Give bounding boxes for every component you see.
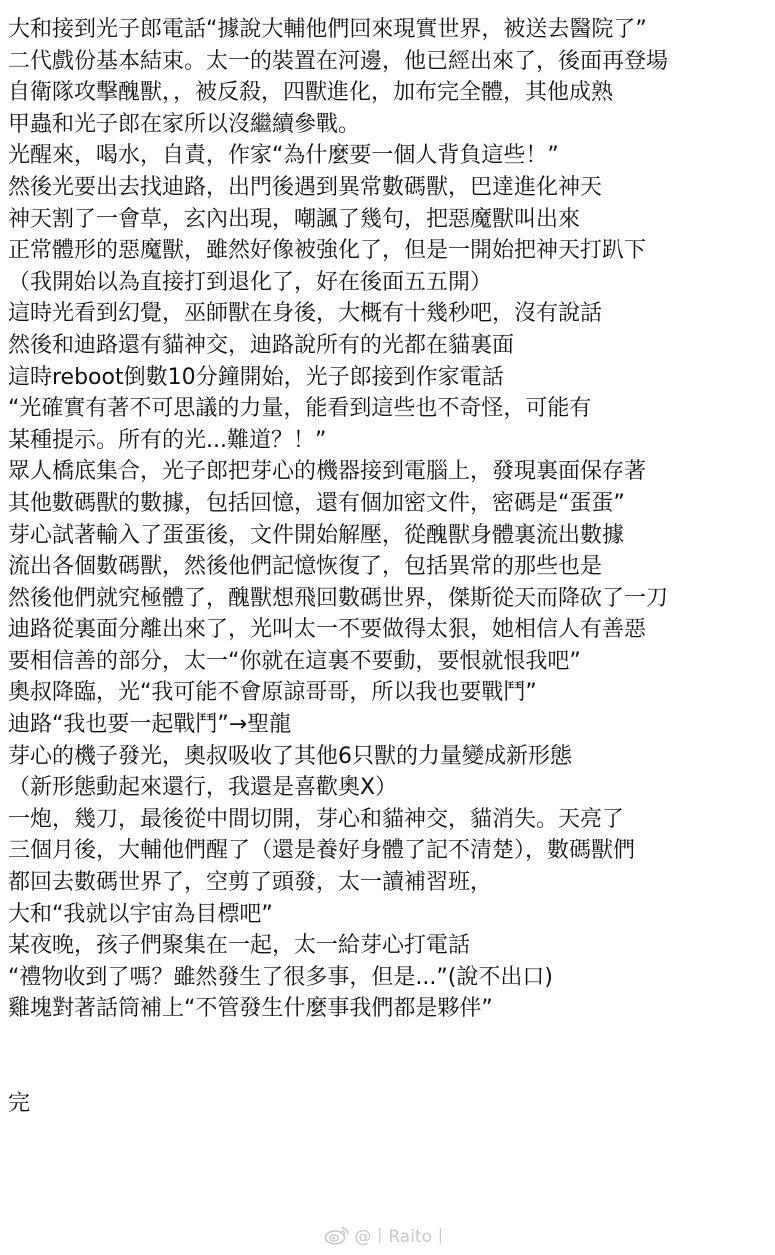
- text-line: （新形態動起來還行，我還是喜歡奧X）: [8, 775, 398, 801]
- text-line: 大和“我就以宇宙為目標吧”: [8, 901, 273, 927]
- text-line: 這時光看到幻覺，巫師獸在身後，大概有十幾秒吧，沒有說話: [8, 301, 603, 327]
- text-line: 芽心試著輸入了蛋蛋後，文件開始解壓，從醜獸身體裏流出數據: [8, 522, 625, 548]
- text-line: 某種提示。所有的光...難道？！”: [8, 427, 327, 453]
- watermark-text: @丨Raito丨: [354, 1227, 449, 1247]
- text-line: “光確實有著不可思議的力量，能看到這些也不奇怪，可能有: [8, 396, 592, 422]
- blank-spacer: [8, 1025, 768, 1088]
- text-line: 迪路從裏面分離出來了，光叫太一不要做得太狠，她相信人有善惡: [8, 617, 647, 643]
- text-line: 奧叔降臨，光“我可能不會原諒哥哥，所以我也要戰鬥”: [8, 680, 537, 706]
- text-line: 都回去數碼世界了，空剪了頭發，太一讀補習班，: [8, 870, 493, 896]
- text-line: 某夜晚，孩子們聚集在一起，太一給芽心打電話: [8, 933, 471, 959]
- weibo-logo-icon: [324, 1225, 350, 1245]
- text-line: 一炮，幾刀，最後從中間切開，芽心和貓神交，貓消失。天亮了: [8, 806, 625, 832]
- text-line: 甲蟲和光子郎在家所以沒繼續參戰。: [8, 111, 361, 137]
- text-line: （我開始以為直接打到退化了，好在後面五五開）: [8, 269, 493, 295]
- text-line: 大和接到光子郎電話“據說大輔他們回來現實世界，被送去醫院了”: [8, 17, 647, 42]
- text-line: 神天割了一會草，玄內出現，嘲諷了幾句，把惡魔獸叫出來: [8, 206, 581, 232]
- ending-text: 完: [8, 1091, 31, 1117]
- text-line: 然後和迪路還有貓神交，迪路說所有的光都在貓裏面: [8, 332, 515, 358]
- text-line: 其他數碼獸的數據，包括回憶，還有個加密文件，密碼是“蛋蛋”: [8, 490, 625, 516]
- text-line: 雞塊對著話筒補上“不管發生什麼事我們都是夥伴”: [8, 996, 493, 1022]
- text-line: “禮物收到了嗎？雖然發生了很多事，但是...”(說不出口): [8, 964, 553, 990]
- text-line: 自衛隊攻擊醜獸，，被反殺，四獸進化，加布完全體，其他成熟: [8, 80, 614, 106]
- text-line: 流出各個數碼獸，然後他們記憶恢復了，包括異常的那些也是: [8, 554, 603, 580]
- document-body: [8, 14, 768, 1120]
- text-line: 三個月後，大輔他們醒了（還是養好身體了記不清楚），數碼獸們: [8, 838, 636, 864]
- text-line: 然後他們就究極體了，醜獸想飛回數碼世界，傑斯從天而降砍了一刀: [8, 585, 669, 611]
- text-line: 然後光要出去找迪路，出門後遇到異常數碼獸，巴達進化神天: [8, 174, 603, 200]
- text-line: 要相信善的部分，太一“你就在這裏不要動，要恨就恨我吧”: [8, 648, 581, 674]
- text-line: 光醒來，喝水，自責，作家“為什麼要一個人背負這些！”: [8, 143, 559, 169]
- text-line: 二代戲份基本結束。太一的裝置在河邊，他已經出來了，後面再登場: [8, 48, 669, 74]
- text-line: 正常體形的惡魔獸，雖然好像被強化了，但是一開始把神天打趴下: [8, 238, 647, 264]
- text-line: 芽心的機子發光，奧叔吸收了其他6只獸的力量變成新形態: [8, 743, 572, 769]
- watermark: [324, 1222, 449, 1247]
- text-line: 這時reboot倒數10分鐘開始，光子郎接到作家電話: [8, 364, 504, 390]
- text-line: 迪路“我也要一起戰鬥”→聖龍: [8, 712, 292, 738]
- text-line: 眾人橋底集合，光子郎把芽心的機器接到電腦上，發現裏面保存著: [8, 459, 647, 485]
